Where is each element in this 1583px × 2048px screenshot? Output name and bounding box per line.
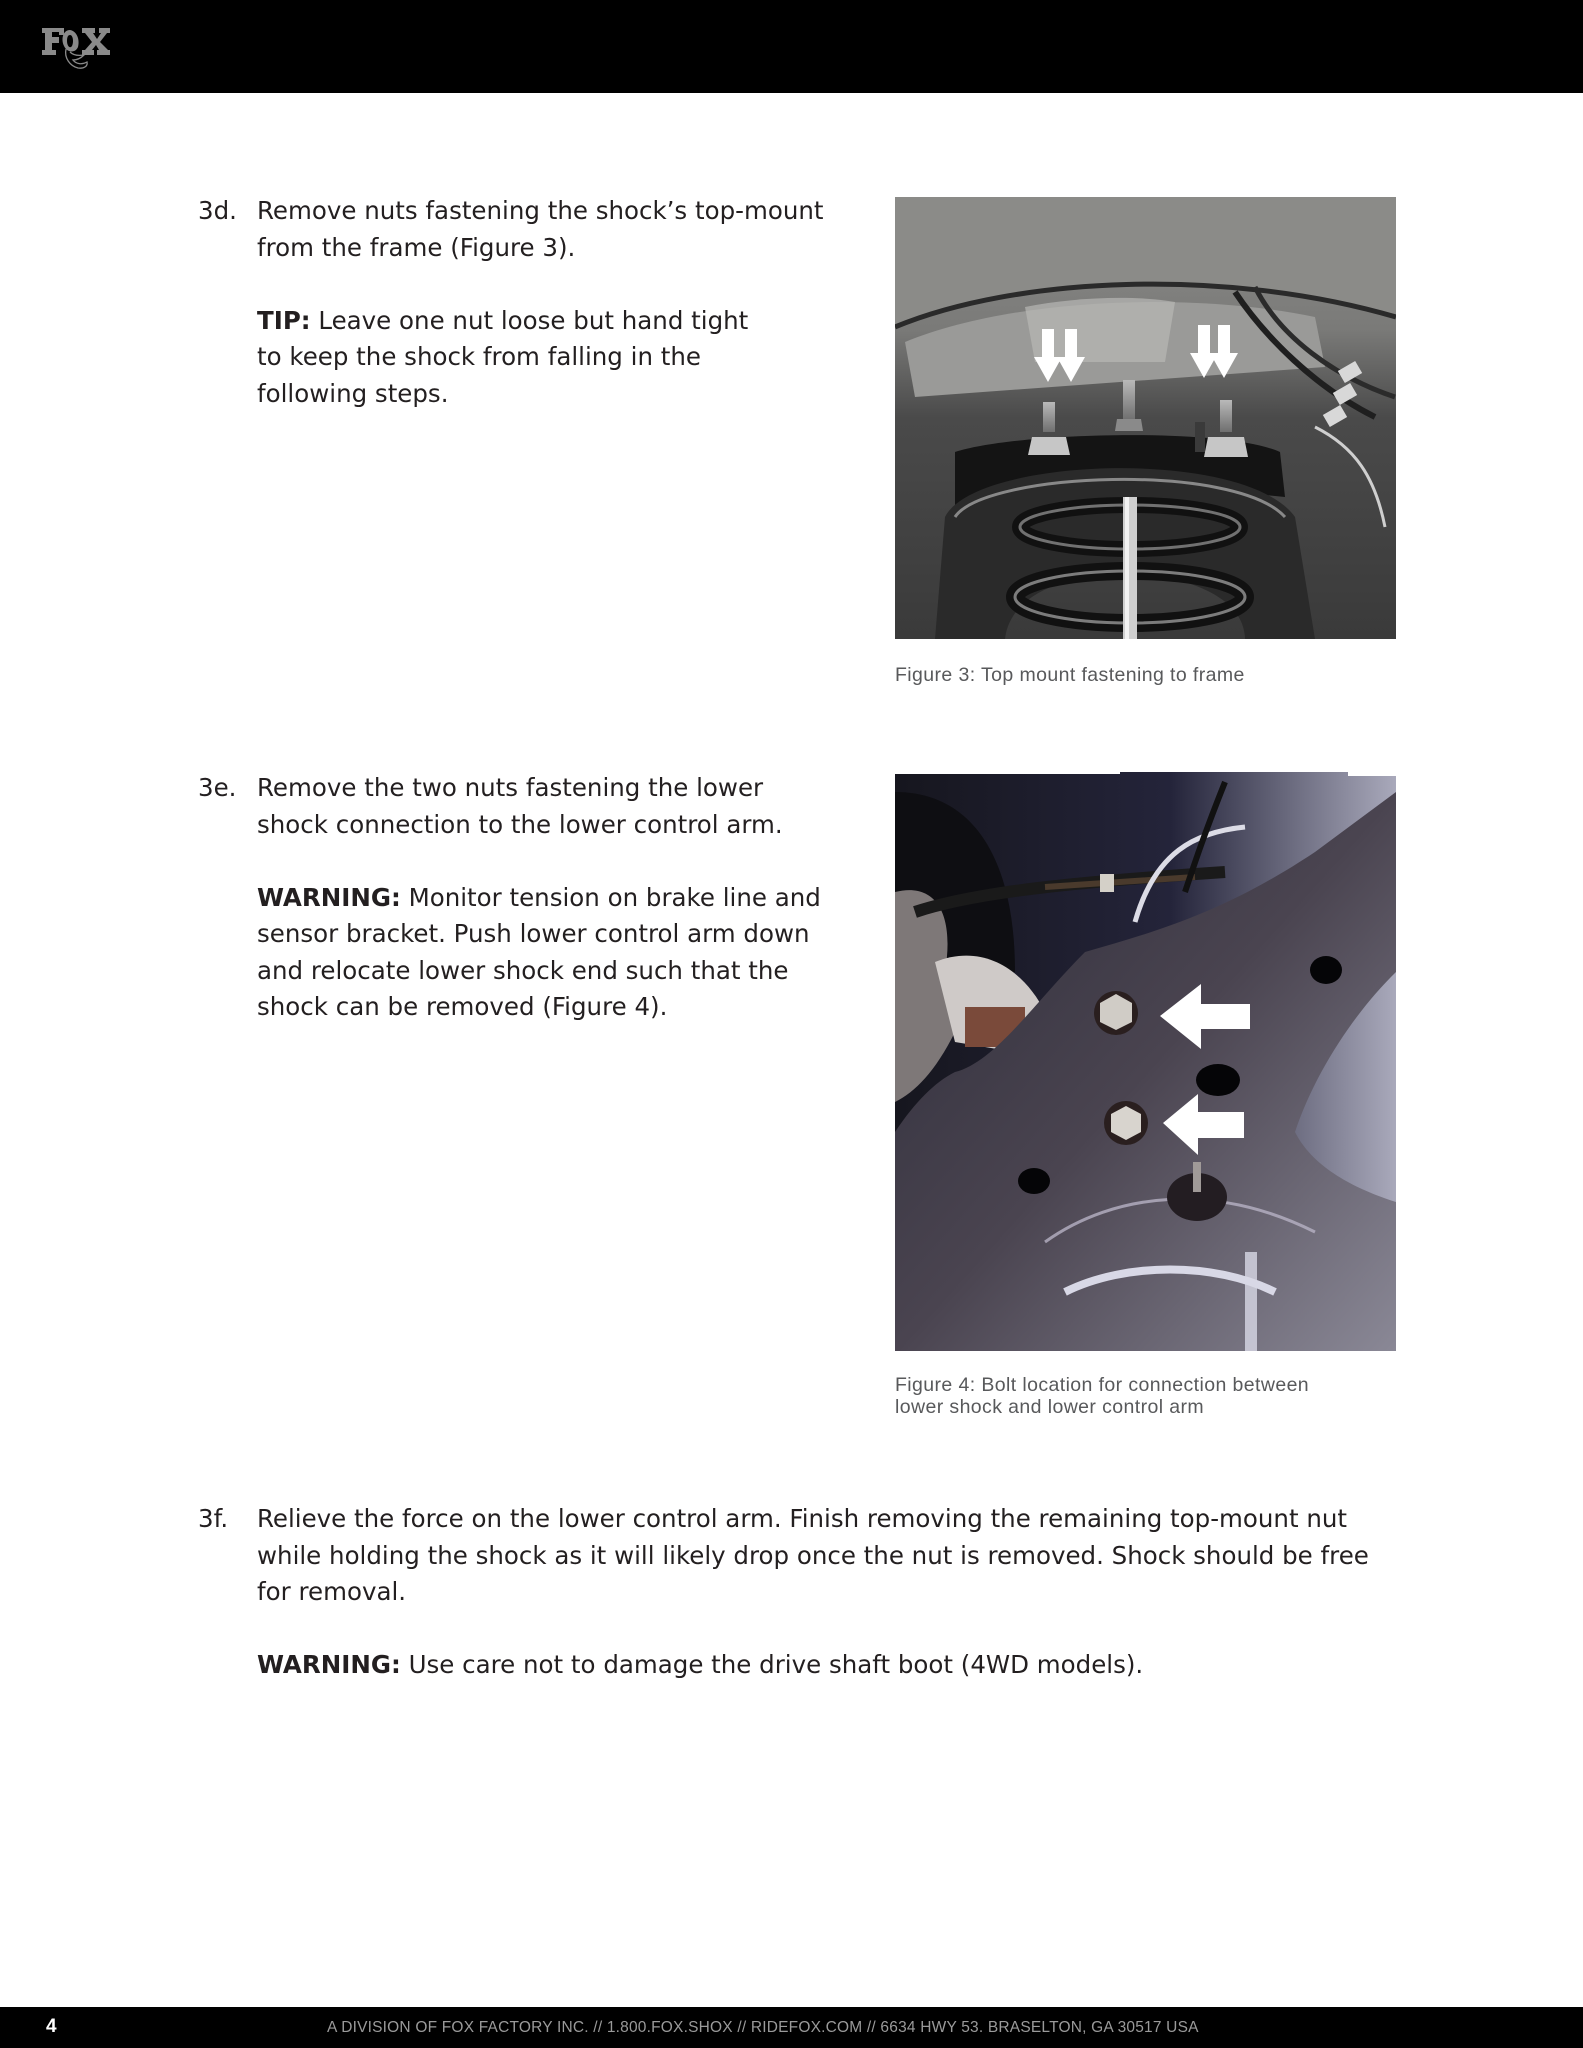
step-label: 3e.: [198, 773, 237, 802]
lower-control-arm-photo-image: [895, 772, 1396, 1351]
footer-bar: [0, 2007, 1583, 2048]
fox-logo: [40, 22, 122, 78]
page-number: 4: [46, 2016, 57, 2037]
fox-logo-icon: [40, 22, 122, 78]
tip-label: TIP:: [257, 305, 311, 335]
figure-4-caption: [895, 1374, 1309, 1418]
figure-4-caption-line-2: lower shock and lower control arm: [895, 1396, 1205, 1418]
top-mount-photo-image: [895, 197, 1396, 639]
warning-label: WARNING:: [257, 882, 401, 912]
footer-contact-text: A DIVISION OF FOX FACTORY INC. // 1.800.FOX.SHOX // RIDEFOX.COM // 6634 HWY 53. BRASELTON, GA 30517 USA: [327, 2019, 1199, 2036]
figure-3: [895, 197, 1396, 686]
figure-4-photo: [895, 772, 1396, 1351]
warning-note: [257, 1647, 1397, 1684]
step-instruction: Relieve the force on the lower control arm. Finish removing the remaining top-mount nut while holding the shock as it will likely drop once the nut is removed. Shock should be free for removal.: [257, 1504, 1369, 1606]
figure-4-caption-line-1: Figure 4: Bolt location for connection between: [895, 1374, 1310, 1396]
step-label: 3f.: [198, 1504, 229, 1533]
warning-text: Use care not to damage the drive shaft boot (4WD models).: [400, 1650, 1144, 1679]
warning-label: WARNING:: [257, 1650, 401, 1679]
step-label: 3d.: [198, 196, 237, 225]
warning-note: [257, 880, 847, 1026]
header-bar: [0, 0, 1583, 93]
step-instruction: Remove the two nuts fastening the lower shock connection to the lower control arm.: [257, 773, 783, 839]
step-instruction: Remove nuts fastening the shock’s top-mount from the frame (Figure 3).: [257, 196, 824, 262]
tip-text: Leave one nut loose but hand tight to keep the shock from falling in the following steps.: [257, 305, 749, 408]
figure-4: [895, 772, 1396, 1418]
figure-3-photo: [895, 197, 1396, 639]
warning-text: Monitor tension on brake line and sensor bracket. Push lower control arm down and relocate lower shock end such that the shock can be removed (Figure 4).: [257, 882, 821, 1021]
tip-note: [257, 303, 777, 413]
figure-3-caption: Figure 3: Top mount fastening to frame: [895, 664, 1245, 686]
